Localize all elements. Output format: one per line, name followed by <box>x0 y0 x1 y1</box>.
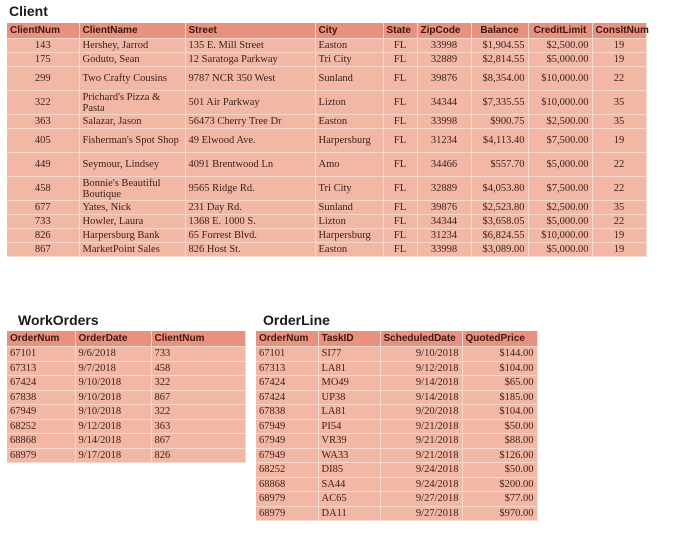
client-cell: 35 <box>592 115 646 129</box>
client-table <box>7 23 647 257</box>
client-header-cell: Balance <box>471 23 528 39</box>
client-cell: Harpersburg <box>315 129 383 153</box>
client-cell: FL <box>383 153 417 177</box>
client-cell: 34344 <box>417 215 471 229</box>
client-cell: Harpersburg <box>315 229 383 243</box>
workorders-cell: 9/7/2018 <box>75 361 151 376</box>
client-cell: 826 Host St. <box>185 243 315 257</box>
orderline-cell: 9/21/2018 <box>380 448 462 463</box>
client-header-cell: State <box>383 23 417 39</box>
client-cell: FL <box>383 39 417 53</box>
client-cell: $3,658.05 <box>471 215 528 229</box>
client-cell: 35 <box>592 201 646 215</box>
workorders-cell: 9/6/2018 <box>75 347 151 362</box>
workorders-cell: 9/17/2018 <box>75 448 151 463</box>
client-cell: 65 Forrest Blvd. <box>185 229 315 243</box>
orderline-table <box>256 331 538 521</box>
orderline-cell: 67313 <box>256 361 318 376</box>
client-cell: 32889 <box>417 53 471 67</box>
client-cell: $5,000.00 <box>528 243 592 257</box>
table-row <box>7 419 245 434</box>
orderline-cell: 67949 <box>256 419 318 434</box>
workorders-header-cell: OrderDate <box>75 331 151 347</box>
client-cell: Easton <box>315 243 383 257</box>
workorders-cell: 826 <box>151 448 245 463</box>
client-header-cell: ConsltNum <box>592 23 646 39</box>
table-row <box>256 405 537 420</box>
orderline-cell: 9/24/2018 <box>380 463 462 478</box>
client-cell: $4,113.40 <box>471 129 528 153</box>
client-cell: $557.70 <box>471 153 528 177</box>
workorders-cell: 68979 <box>7 448 75 463</box>
client-header-cell: City <box>315 23 383 39</box>
client-cell: FL <box>383 229 417 243</box>
table-row <box>7 53 646 67</box>
client-cell: Harpersburg Bank <box>79 229 185 243</box>
workorders-cell: 9/10/2018 <box>75 405 151 420</box>
client-cell: $5,000.00 <box>528 153 592 177</box>
table-row <box>7 177 646 201</box>
client-cell: FL <box>383 67 417 91</box>
client-cell: $7,500.00 <box>528 177 592 201</box>
client-cell: FL <box>383 115 417 129</box>
table-row <box>256 506 537 521</box>
orderline-cell: 9/21/2018 <box>380 419 462 434</box>
orderline-cell: SA44 <box>318 477 380 492</box>
client-cell: $10,000.00 <box>528 91 592 115</box>
client-header-cell: CreditLimit <box>528 23 592 39</box>
workorders-cell: 67838 <box>7 390 75 405</box>
orderline-cell: MO49 <box>318 376 380 391</box>
orderline-cell: $104.00 <box>462 405 537 420</box>
client-cell: Bonnie's Beautiful Boutique <box>79 177 185 201</box>
client-cell: 49 Elwood Ave. <box>185 129 315 153</box>
client-cell: 9787 NCR 350 West <box>185 67 315 91</box>
orderline-cell: UP38 <box>318 390 380 405</box>
client-cell: 501 Air Parkway <box>185 91 315 115</box>
client-cell: FL <box>383 243 417 257</box>
table-row <box>7 405 245 420</box>
orderline-cell: VR39 <box>318 434 380 449</box>
client-cell: $6,824.55 <box>471 229 528 243</box>
orderline-cell: 9/10/2018 <box>380 347 462 362</box>
workorders-cell: 67101 <box>7 347 75 362</box>
client-cell: 19 <box>592 129 646 153</box>
client-cell: Tri City <box>315 177 383 201</box>
client-cell: 299 <box>7 67 79 91</box>
orderline-cell: PI54 <box>318 419 380 434</box>
orderline-cell: AC65 <box>318 492 380 507</box>
table-row <box>7 243 646 257</box>
table-row <box>7 376 245 391</box>
client-cell: 143 <box>7 39 79 53</box>
orderline-cell: $88.00 <box>462 434 537 449</box>
orderline-cell: DI85 <box>318 463 380 478</box>
orderline-cell: 9/20/2018 <box>380 405 462 420</box>
client-cell: $3,089.00 <box>471 243 528 257</box>
client-cell: FL <box>383 53 417 67</box>
orderline-cell: SI77 <box>318 347 380 362</box>
table-row <box>256 448 537 463</box>
orderline-cell: LA81 <box>318 405 380 420</box>
client-cell: 9565 Ridge Rd. <box>185 177 315 201</box>
client-cell: FL <box>383 129 417 153</box>
orderline-cell: 68979 <box>256 506 318 521</box>
client-cell: Lizton <box>315 91 383 115</box>
client-cell: MarketPoint Sales <box>79 243 185 257</box>
workorders-cell: 322 <box>151 376 245 391</box>
client-cell: 35 <box>592 91 646 115</box>
orderline-cell: 9/14/2018 <box>380 376 462 391</box>
orderline-cell: 67949 <box>256 434 318 449</box>
orderline-cell: 67949 <box>256 448 318 463</box>
client-cell: 22 <box>592 215 646 229</box>
client-cell: FL <box>383 91 417 115</box>
client-cell: 34466 <box>417 153 471 177</box>
client-cell: 12 Saratoga Parkway <box>185 53 315 67</box>
client-cell: 231 Day Rd. <box>185 201 315 215</box>
table-row <box>7 434 245 449</box>
workorders-cell: 9/10/2018 <box>75 376 151 391</box>
client-cell: FL <box>383 201 417 215</box>
table-row <box>7 153 646 177</box>
client-cell: $2,500.00 <box>528 39 592 53</box>
client-cell: $2,500.00 <box>528 115 592 129</box>
client-cell: Easton <box>315 39 383 53</box>
client-cell: $8,354.00 <box>471 67 528 91</box>
client-cell: 458 <box>7 177 79 201</box>
orderline-title: OrderLine <box>263 312 330 328</box>
orderline-cell: $200.00 <box>462 477 537 492</box>
orderline-cell: $104.00 <box>462 361 537 376</box>
client-header-cell: ZipCode <box>417 23 471 39</box>
workorders-body <box>7 347 245 463</box>
table-row <box>7 390 245 405</box>
client-cell: Prichard's Pizza & Pasta <box>79 91 185 115</box>
client-cell: $2,523.80 <box>471 201 528 215</box>
orderline-cell: 67424 <box>256 390 318 405</box>
client-cell: 33998 <box>417 243 471 257</box>
client-header-cell: Street <box>185 23 315 39</box>
table-row <box>256 463 537 478</box>
client-cell: 39876 <box>417 201 471 215</box>
client-body <box>7 39 646 257</box>
orderline-cell: 9/27/2018 <box>380 492 462 507</box>
table-row <box>7 129 646 153</box>
orderline-cell: $65.00 <box>462 376 537 391</box>
table-row <box>7 67 646 91</box>
client-cell: 449 <box>7 153 79 177</box>
orderline-cell: 68252 <box>256 463 318 478</box>
orderline-cell: $50.00 <box>462 419 537 434</box>
table-row <box>256 419 537 434</box>
table-row <box>7 39 646 53</box>
client-cell: 4091 Brentwood Ln <box>185 153 315 177</box>
workorders-cell: 68252 <box>7 419 75 434</box>
client-cell: $1,904.55 <box>471 39 528 53</box>
client-cell: Seymour, Lindsey <box>79 153 185 177</box>
client-cell: 22 <box>592 177 646 201</box>
client-cell: $2,814.55 <box>471 53 528 67</box>
client-header-cell: ClientNum <box>7 23 79 39</box>
client-cell: 405 <box>7 129 79 153</box>
client-cell: Amo <box>315 153 383 177</box>
orderline-body <box>256 347 537 521</box>
table-row <box>256 347 537 362</box>
client-cell: Lizton <box>315 215 383 229</box>
client-cell: $4,053.80 <box>471 177 528 201</box>
client-cell: 33998 <box>417 115 471 129</box>
client-cell: $10,000.00 <box>528 229 592 243</box>
client-cell: 31234 <box>417 229 471 243</box>
table-row <box>7 91 646 115</box>
workorders-cell: 68868 <box>7 434 75 449</box>
table-row <box>256 390 537 405</box>
client-cell: 826 <box>7 229 79 243</box>
client-cell: 56473 Cherry Tree Dr <box>185 115 315 129</box>
client-cell: 22 <box>592 67 646 91</box>
orderline-cell: 9/24/2018 <box>380 477 462 492</box>
client-cell: 19 <box>592 229 646 243</box>
client-cell: 175 <box>7 53 79 67</box>
workorders-cell: 9/12/2018 <box>75 419 151 434</box>
workorders-cell: 67949 <box>7 405 75 420</box>
client-cell: $7,335.55 <box>471 91 528 115</box>
table-row <box>256 477 537 492</box>
client-cell: 19 <box>592 243 646 257</box>
client-header-cell: ClientName <box>79 23 185 39</box>
table-row <box>7 115 646 129</box>
orderline-cell: 67838 <box>256 405 318 420</box>
client-title: Client <box>9 3 48 19</box>
table-row <box>7 215 646 229</box>
workorders-table <box>7 331 246 463</box>
workorders-cell: 67424 <box>7 376 75 391</box>
client-cell: Yates, Nick <box>79 201 185 215</box>
client-cell: 733 <box>7 215 79 229</box>
orderline-cell: $50.00 <box>462 463 537 478</box>
orderline-cell: 9/14/2018 <box>380 390 462 405</box>
workorders-cell: 67313 <box>7 361 75 376</box>
table-row <box>256 492 537 507</box>
client-cell: Sunland <box>315 201 383 215</box>
client-cell: Goduto, Sean <box>79 53 185 67</box>
workorders-cell: 9/14/2018 <box>75 434 151 449</box>
table-row <box>7 229 646 243</box>
orderline-cell: 67424 <box>256 376 318 391</box>
orderline-header-row <box>256 331 537 347</box>
workorders-cell: 9/10/2018 <box>75 390 151 405</box>
orderline-cell: $77.00 <box>462 492 537 507</box>
client-cell: 33998 <box>417 39 471 53</box>
client-cell: Tri City <box>315 53 383 67</box>
orderline-cell: $126.00 <box>462 448 537 463</box>
client-cell: 22 <box>592 153 646 177</box>
workorders-cell: 363 <box>151 419 245 434</box>
orderline-cell: $144.00 <box>462 347 537 362</box>
table-row <box>7 347 245 362</box>
orderline-header-cell: ScheduledDate <box>380 331 462 347</box>
client-cell: Howler, Laura <box>79 215 185 229</box>
client-cell: 867 <box>7 243 79 257</box>
workorders-cell: 867 <box>151 390 245 405</box>
orderline-cell: 68979 <box>256 492 318 507</box>
client-cell: 19 <box>592 53 646 67</box>
client-cell: Sunland <box>315 67 383 91</box>
orderline-header-cell: QuotedPrice <box>462 331 537 347</box>
workorders-cell: 322 <box>151 405 245 420</box>
orderline-header-cell: TaskID <box>318 331 380 347</box>
client-cell: $5,000.00 <box>528 215 592 229</box>
client-cell: 34344 <box>417 91 471 115</box>
orderline-cell: 68868 <box>256 477 318 492</box>
client-cell: 363 <box>7 115 79 129</box>
client-cell: FL <box>383 215 417 229</box>
client-cell: 19 <box>592 39 646 53</box>
client-cell: Two Crafty Cousins <box>79 67 185 91</box>
client-cell: $5,000.00 <box>528 53 592 67</box>
client-cell: FL <box>383 177 417 201</box>
client-cell: 39876 <box>417 67 471 91</box>
workorders-cell: 867 <box>151 434 245 449</box>
table-row <box>7 361 245 376</box>
client-header-row <box>7 23 646 39</box>
workorders-header-cell: OrderNum <box>7 331 75 347</box>
client-cell: Salazar, Jason <box>79 115 185 129</box>
client-cell: 1368 E. 1000 S. <box>185 215 315 229</box>
workorders-header-cell: ClientNum <box>151 331 245 347</box>
client-cell: Hershey, Jarrod <box>79 39 185 53</box>
workorders-cell: 458 <box>151 361 245 376</box>
table-row <box>256 434 537 449</box>
workorders-cell: 733 <box>151 347 245 362</box>
client-cell: $7,500.00 <box>528 129 592 153</box>
table-row <box>7 448 245 463</box>
client-cell: $900.75 <box>471 115 528 129</box>
orderline-cell: DA11 <box>318 506 380 521</box>
orderline-cell: 67101 <box>256 347 318 362</box>
workorders-header-row <box>7 331 245 347</box>
client-cell: Easton <box>315 115 383 129</box>
orderline-cell: $970.00 <box>462 506 537 521</box>
orderline-cell: $185.00 <box>462 390 537 405</box>
table-row <box>7 201 646 215</box>
client-cell: 32889 <box>417 177 471 201</box>
orderline-cell: 9/27/2018 <box>380 506 462 521</box>
orderline-cell: LA81 <box>318 361 380 376</box>
client-cell: 677 <box>7 201 79 215</box>
orderline-cell: 9/21/2018 <box>380 434 462 449</box>
client-cell: 135 E. Mill Street <box>185 39 315 53</box>
client-cell: Fisherman's Spot Shop <box>79 129 185 153</box>
orderline-cell: 9/12/2018 <box>380 361 462 376</box>
client-cell: 322 <box>7 91 79 115</box>
table-row <box>256 361 537 376</box>
orderline-cell: WA33 <box>318 448 380 463</box>
client-cell: $10,000.00 <box>528 67 592 91</box>
orderline-header-cell: OrderNum <box>256 331 318 347</box>
workorders-title: WorkOrders <box>18 312 99 328</box>
table-row <box>256 376 537 391</box>
client-cell: 31234 <box>417 129 471 153</box>
client-cell: $2,500.00 <box>528 201 592 215</box>
